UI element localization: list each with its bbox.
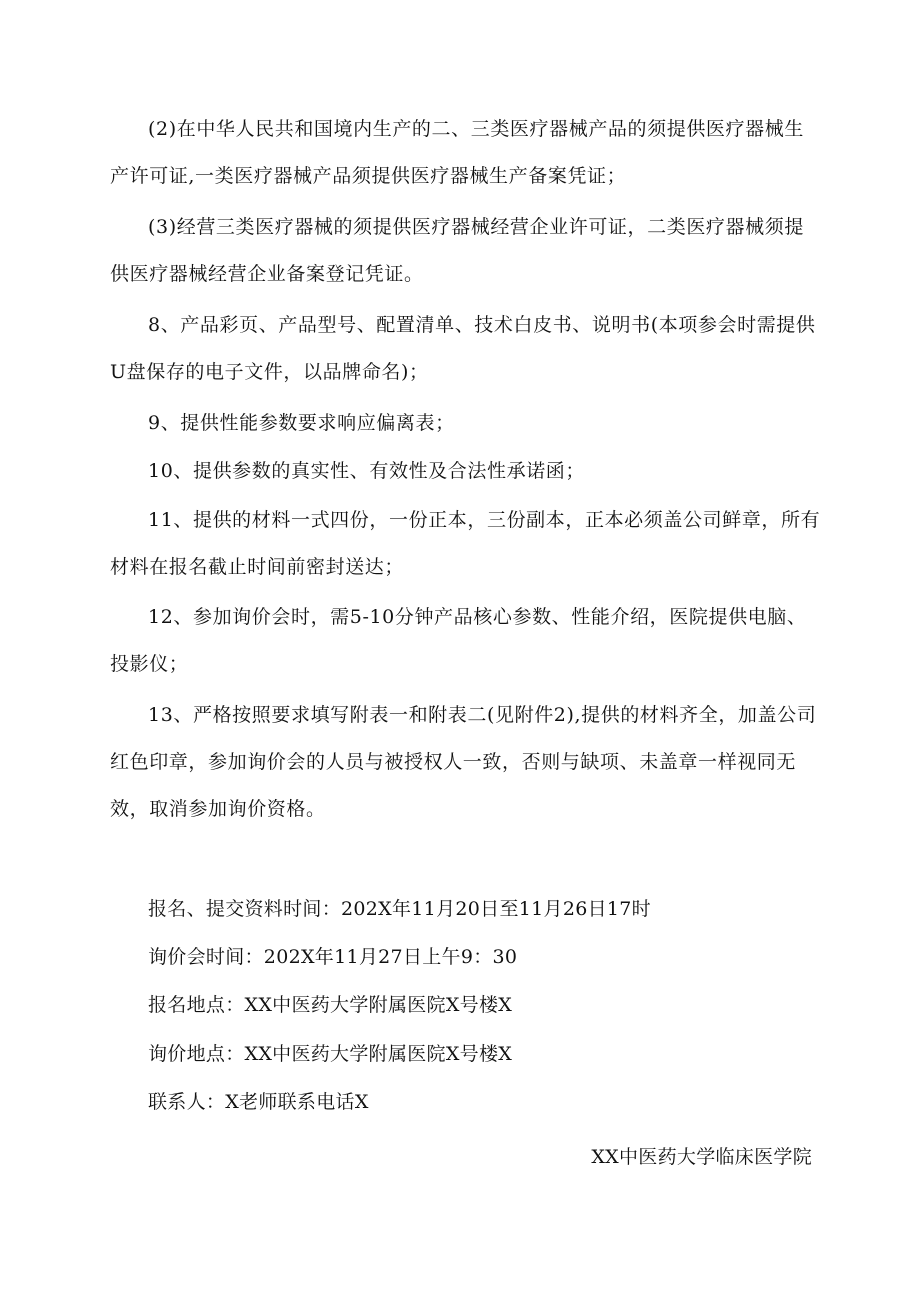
- paragraph-item-9: 9、提供性能参数要求响应偏离表；: [148, 412, 455, 434]
- paragraph-item-8: 8、产品彩页、产品型号、配置清单、技术白皮书、说明书(本项参会时需提供U盘保存的电子文件，以品牌命名)；: [110, 314, 816, 383]
- registration-place-line: 报名地点：XX中医药大学附属医院X号楼X: [148, 994, 513, 1016]
- registration-time-line: 报名、提交资料时间：202X年11月20日至11月26日17时: [148, 898, 651, 920]
- inquiry-place-line: 询价地点：XX中医药大学附属医院X号楼X: [148, 1043, 513, 1065]
- paragraph-item-3: (3)经营三类医疗器械的须提供医疗器械经营企业许可证，二类医疗器械须提供医疗器械经营企业备案登记凭证。: [110, 216, 804, 285]
- paragraph-item-13: 13、严格按照要求填写附表一和附表二(见附件2),提供的材料齐全，加盖公司红色印章，参加询价会的人员与被授权人一致，否则与缺项、未盖章一样视同无效，取消参加询价资格。: [110, 704, 817, 820]
- contact-line: 联系人：X老师联系电话X: [148, 1091, 369, 1113]
- paragraph-item-10: 10、提供参数的真实性、有效性及合法性承诺函；: [148, 460, 585, 482]
- issuer-signature: XX中医药大学临床医学院: [591, 1146, 812, 1168]
- paragraph-item-2: (2)在中华人民共和国境内生产的二、三类医疗器械产品的须提供医疗器械生产许可证,一类医疗器械产品须提供医疗器械生产备案凭证；: [110, 118, 804, 187]
- paragraph-item-11: 11、提供的材料一式四份，一份正本，三份副本，正本必须盖公司鲜章，所有材料在报名截止时间前密封送达；: [110, 509, 821, 578]
- paragraph-item-12: 12、参加询价会时，需5-10分钟产品核心参数、性能介绍，医院提供电脑、投影仪；: [110, 606, 807, 675]
- meeting-time-line: 询价会时间：202X年11月27日上午9：30: [148, 946, 518, 968]
